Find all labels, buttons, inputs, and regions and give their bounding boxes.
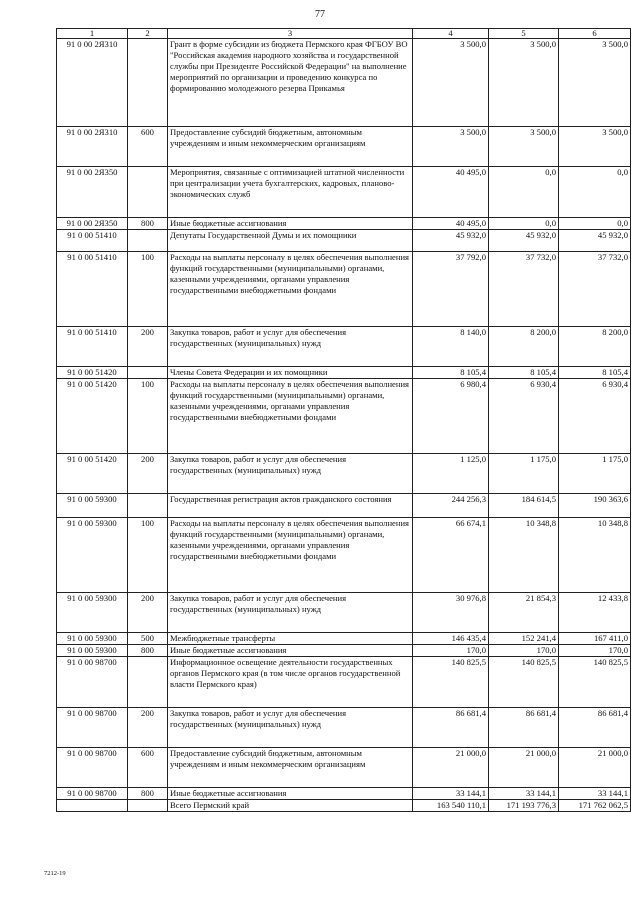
amount-year-3: 0,0 <box>559 167 631 218</box>
amount-year-1: 170,0 <box>413 645 489 657</box>
table-row <box>57 657 631 708</box>
amount-year-1: 163 540 110,1 <box>413 800 489 812</box>
expense-name: Расходы на выплаты персоналу в целях обеспечения выполнения функций государственными (муниципальными) органами, казенными учреждениями, органами управления государственными внебюджетными фондами <box>168 518 413 593</box>
amount-year-1: 8 140,0 <box>413 327 489 367</box>
amount-year-3: 3 500,0 <box>559 127 631 167</box>
amount-year-1: 33 144,1 <box>413 788 489 800</box>
amount-year-1: 37 792,0 <box>413 252 489 327</box>
expense-name: Межбюджетные трансферты <box>168 633 413 645</box>
amount-year-3: 10 348,8 <box>559 518 631 593</box>
amount-year-3: 0,0 <box>559 218 631 230</box>
expense-type-code: 200 <box>128 454 168 494</box>
target-article-code: 91 0 00 51420 <box>57 367 128 379</box>
table-row <box>57 252 631 327</box>
table-row <box>57 645 631 657</box>
target-article-code: 91 0 00 59300 <box>57 593 128 633</box>
amount-year-1: 40 495,0 <box>413 218 489 230</box>
expense-type-code: 500 <box>128 633 168 645</box>
expense-name: Всего Пермский край <box>168 800 413 812</box>
expense-type-code: 200 <box>128 593 168 633</box>
expense-name: Расходы на выплаты персоналу в целях обеспечения выполнения функций государственными (муниципальными) органами, казенными учреждениями, органами управления государственными внебюджетными фондами <box>168 379 413 454</box>
expense-type-code: 800 <box>128 645 168 657</box>
target-article-code: 91 0 00 98700 <box>57 748 128 788</box>
target-article-code: 91 0 00 59300 <box>57 645 128 657</box>
expense-name: Мероприятия, связанные с оптимизацией штатной численности при централизации учета бухгалтерских, кадровых, планово-экономических служб <box>168 167 413 218</box>
amount-year-3: 45 932,0 <box>559 230 631 252</box>
footer-code: 7212-19 <box>44 870 66 877</box>
amount-year-2: 0,0 <box>489 167 559 218</box>
table-row <box>57 167 631 218</box>
table-body <box>57 39 631 812</box>
target-article-code: 91 0 00 98700 <box>57 657 128 708</box>
amount-year-1: 6 980,4 <box>413 379 489 454</box>
expense-type-code <box>128 800 168 812</box>
expense-type-code <box>128 39 168 127</box>
expense-type-code: 100 <box>128 518 168 593</box>
amount-year-1: 146 435,4 <box>413 633 489 645</box>
column-header-2: 2 <box>128 29 168 39</box>
target-article-code: 91 0 00 98700 <box>57 708 128 748</box>
expense-type-code <box>128 367 168 379</box>
target-article-code: 91 0 00 51420 <box>57 379 128 454</box>
page-number: 77 <box>315 9 325 20</box>
table-row <box>57 454 631 494</box>
amount-year-3: 170,0 <box>559 645 631 657</box>
expense-type-code <box>128 494 168 518</box>
amount-year-2: 140 825,5 <box>489 657 559 708</box>
column-header-4: 4 <box>413 29 489 39</box>
amount-year-3: 33 144,1 <box>559 788 631 800</box>
expense-name: Информационное освещение деятельности государственных органов Пермского края (в том числе органов государственной власти Пермского края) <box>168 657 413 708</box>
table-row <box>57 748 631 788</box>
target-article-code: 91 0 00 59300 <box>57 518 128 593</box>
amount-year-2: 10 348,8 <box>489 518 559 593</box>
expense-type-code: 600 <box>128 127 168 167</box>
table-row <box>57 218 631 230</box>
target-article-code: 91 0 00 2Я350 <box>57 218 128 230</box>
target-article-code: 91 0 00 51420 <box>57 454 128 494</box>
amount-year-1: 30 976,8 <box>413 593 489 633</box>
expense-type-code <box>128 167 168 218</box>
amount-year-1: 3 500,0 <box>413 39 489 127</box>
amount-year-3: 3 500,0 <box>559 39 631 127</box>
amount-year-1: 1 125,0 <box>413 454 489 494</box>
table-row <box>57 379 631 454</box>
expense-type-code: 100 <box>128 379 168 454</box>
expense-name: Депутаты Государственной Думы и их помощники <box>168 230 413 252</box>
table-row <box>57 708 631 748</box>
amount-year-3: 190 363,6 <box>559 494 631 518</box>
amount-year-1: 8 105,4 <box>413 367 489 379</box>
expense-name: Закупка товаров, работ и услуг для обеспечения государственных (муниципальных) нужд <box>168 593 413 633</box>
expense-name: Грант в форме субсидии из бюджета Пермского края ФГБОУ ВО "Российская академия народного хозяйства и государственной службы при Президенте Российской Федерации" на выполнение мероприятий по организации и проведению конкурса по формированию молодежного резерва Прикамья <box>168 39 413 127</box>
expense-name: Предоставление субсидий бюджетным, автономным учреждениям и иным некоммерческим организациям <box>168 748 413 788</box>
table-row <box>57 230 631 252</box>
expense-type-code: 800 <box>128 218 168 230</box>
column-header-5: 5 <box>489 29 559 39</box>
amount-year-3: 140 825,5 <box>559 657 631 708</box>
amount-year-2: 21 854,3 <box>489 593 559 633</box>
target-article-code: 91 0 00 2Я310 <box>57 39 128 127</box>
amount-year-3: 171 762 062,5 <box>559 800 631 812</box>
target-article-code: 91 0 00 51410 <box>57 327 128 367</box>
amount-year-1: 40 495,0 <box>413 167 489 218</box>
expense-type-code <box>128 657 168 708</box>
expense-name: Иные бюджетные ассигнования <box>168 788 413 800</box>
table-row <box>57 788 631 800</box>
target-article-code: 91 0 00 2Я350 <box>57 167 128 218</box>
amount-year-2: 170,0 <box>489 645 559 657</box>
table-row <box>57 518 631 593</box>
amount-year-3: 167 411,0 <box>559 633 631 645</box>
target-article-code: 91 0 00 59300 <box>57 494 128 518</box>
expense-name: Члены Совета Федерации и их помощники <box>168 367 413 379</box>
target-article-code: 91 0 00 51410 <box>57 230 128 252</box>
expense-type-code: 200 <box>128 327 168 367</box>
table-row <box>57 800 631 812</box>
table-row <box>57 593 631 633</box>
amount-year-2: 37 732,0 <box>489 252 559 327</box>
expense-type-code: 200 <box>128 708 168 748</box>
expense-name: Иные бюджетные ассигнования <box>168 218 413 230</box>
amount-year-1: 3 500,0 <box>413 127 489 167</box>
target-article-code: 91 0 00 51410 <box>57 252 128 327</box>
budget-table <box>56 28 631 812</box>
amount-year-2: 86 681,4 <box>489 708 559 748</box>
table-header <box>57 29 631 39</box>
amount-year-3: 37 732,0 <box>559 252 631 327</box>
amount-year-2: 152 241,4 <box>489 633 559 645</box>
target-article-code: 91 0 00 59300 <box>57 633 128 645</box>
amount-year-2: 3 500,0 <box>489 127 559 167</box>
amount-year-2: 33 144,1 <box>489 788 559 800</box>
table-row <box>57 127 631 167</box>
amount-year-2: 45 932,0 <box>489 230 559 252</box>
column-header-6: 6 <box>559 29 631 39</box>
amount-year-1: 140 825,5 <box>413 657 489 708</box>
amount-year-2: 3 500,0 <box>489 39 559 127</box>
table-row <box>57 39 631 127</box>
target-article-code <box>57 800 128 812</box>
target-article-code: 91 0 00 2Я310 <box>57 127 128 167</box>
expense-name: Закупка товаров, работ и услуг для обеспечения государственных (муниципальных) нужд <box>168 454 413 494</box>
amount-year-1: 45 932,0 <box>413 230 489 252</box>
expense-name: Расходы на выплаты персоналу в целях обеспечения выполнения функций государственными (муниципальными) органами, казенными учреждениями, органами управления государственными внебюджетными фондами <box>168 252 413 327</box>
expense-type-code: 100 <box>128 252 168 327</box>
amount-year-2: 21 000,0 <box>489 748 559 788</box>
expense-type-code: 800 <box>128 788 168 800</box>
amount-year-2: 171 193 776,3 <box>489 800 559 812</box>
expense-name: Закупка товаров, работ и услуг для обеспечения государственных (муниципальных) нужд <box>168 708 413 748</box>
amount-year-3: 12 433,8 <box>559 593 631 633</box>
expense-type-code: 600 <box>128 748 168 788</box>
header-row <box>57 29 631 39</box>
table-row <box>57 327 631 367</box>
column-header-1: 1 <box>57 29 128 39</box>
amount-year-3: 86 681,4 <box>559 708 631 748</box>
table-row <box>57 494 631 518</box>
target-article-code: 91 0 00 98700 <box>57 788 128 800</box>
amount-year-2: 8 105,4 <box>489 367 559 379</box>
amount-year-3: 8 200,0 <box>559 327 631 367</box>
table-row <box>57 367 631 379</box>
column-header-3: 3 <box>168 29 413 39</box>
amount-year-1: 86 681,4 <box>413 708 489 748</box>
amount-year-1: 66 674,1 <box>413 518 489 593</box>
amount-year-2: 8 200,0 <box>489 327 559 367</box>
amount-year-2: 0,0 <box>489 218 559 230</box>
amount-year-2: 184 614,5 <box>489 494 559 518</box>
expense-name: Закупка товаров, работ и услуг для обеспечения государственных (муниципальных) нужд <box>168 327 413 367</box>
amount-year-2: 1 175,0 <box>489 454 559 494</box>
amount-year-3: 6 930,4 <box>559 379 631 454</box>
expense-name: Государственная регистрация актов гражданского состояния <box>168 494 413 518</box>
expense-name: Предоставление субсидий бюджетным, автономным учреждениям и иным некоммерческим организациям <box>168 127 413 167</box>
amount-year-1: 244 256,3 <box>413 494 489 518</box>
amount-year-2: 6 930,4 <box>489 379 559 454</box>
expense-name: Иные бюджетные ассигнования <box>168 645 413 657</box>
amount-year-3: 1 175,0 <box>559 454 631 494</box>
table-row <box>57 633 631 645</box>
expense-type-code <box>128 230 168 252</box>
amount-year-1: 21 000,0 <box>413 748 489 788</box>
amount-year-3: 21 000,0 <box>559 748 631 788</box>
amount-year-3: 8 105,4 <box>559 367 631 379</box>
